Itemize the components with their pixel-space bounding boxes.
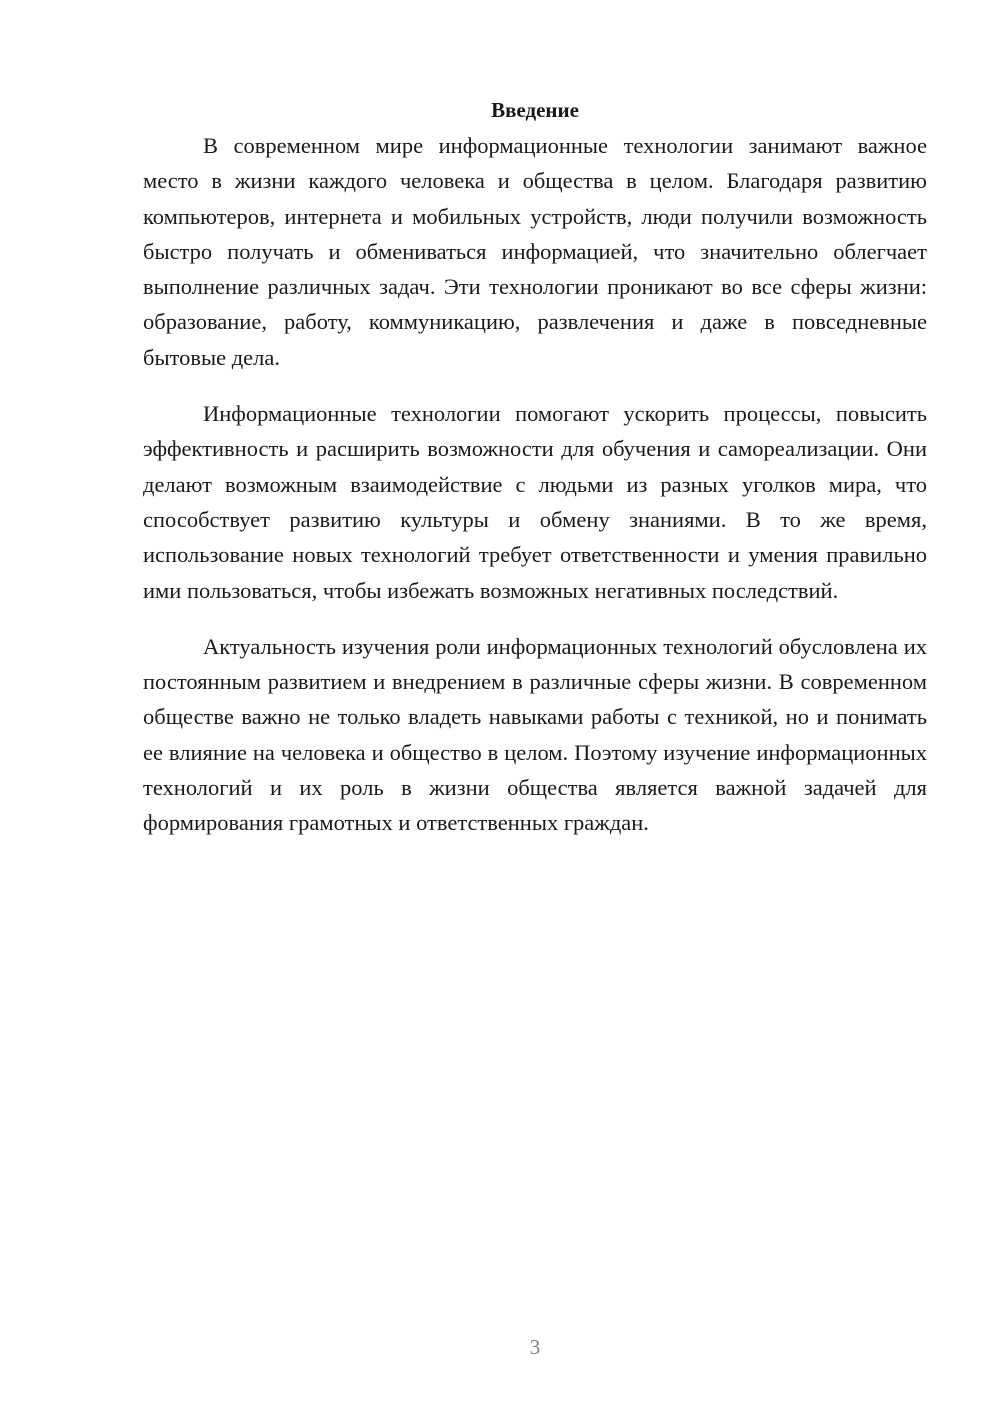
page-content bbox=[143, 93, 927, 862]
paragraph-2: Информационные технологии помогают ускорить процессы, повысить эффективность и расширить возможности для обучения и самореализации. Они делают возможным взаимодействие с людьми из разных уголков мира, что способствует развитию культуры и обмену знаниями. В то же время, использование новых технологий требует ответственности и умения правильно ими пользоваться, чтобы избежать возможных негативных последствий. bbox=[143, 401, 927, 603]
section-title: Введение bbox=[491, 98, 579, 122]
paragraph-3: Актуальность изучения роли информационных технологий обусловлена их постоянным развитием и внедрением в различные сферы жизни. В современном обществе важно не только владеть навыками работы с техникой, но и понимать ее влияние на человека и общество в целом. Поэтому изучение информационных технологий и их роль в жизни общества является важной задачей для формирования грамотных и ответственных граждан. bbox=[143, 633, 927, 836]
page-number: 3 bbox=[529, 1335, 541, 1359]
paragraph-1: В современном мире информационные технологии занимают важное место в жизни каждого человека и общества в целом. Благодаря развитию компьютеров, интернета и мобильных устройств, люди получили возможность быстро получать и обмениваться информацией, что значительно облегчает выполнение различных задач. Эти технологии проникают во все сферы жизни: образование, работу, коммуникацию, развлечения и даже в повседневные бытовые дела. bbox=[143, 133, 927, 370]
